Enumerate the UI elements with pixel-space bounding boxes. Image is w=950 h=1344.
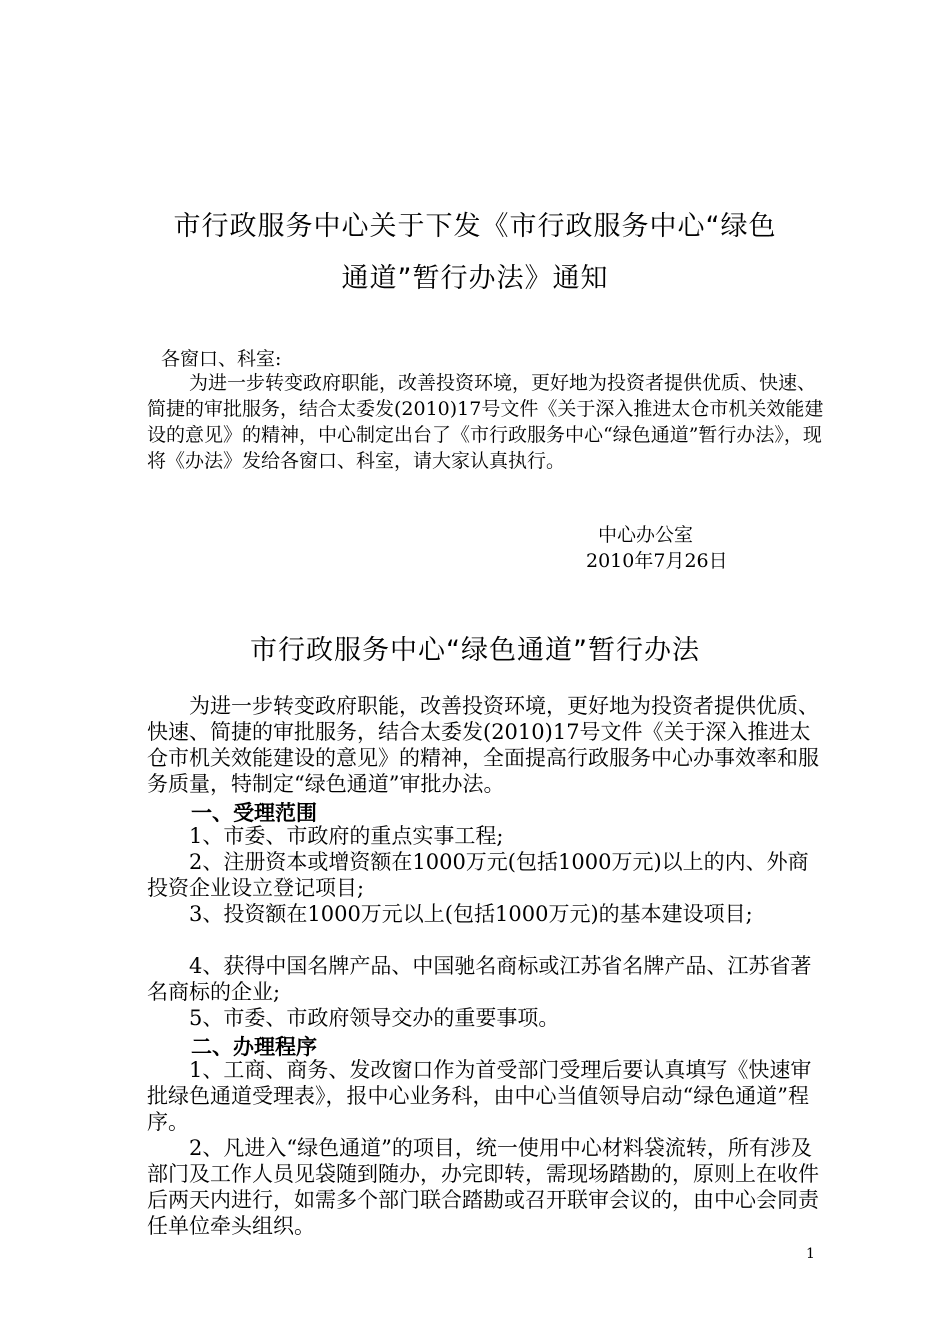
notice-body: 为进一步转变政府职能，改善投资环境，更好地为投资者提供优质、快速、简捷的审批服务，结合太委发(2010)17号文件《关于深入推进太仓市机关效能建设的意见》的精神，中心制定出台了《市行政服务中心“绿色通道”暂行办法》，现将《办法》发给各窗口、科室，请大家认真执行。 — [147, 372, 824, 472]
list-item: 5、市委、市政府领导交办的重要事项。 — [189, 1006, 560, 1030]
list-item: 4、获得中国名牌产品、中国驰名商标或江苏省名牌产品、江苏省著名商标的企业; — [147, 954, 812, 1004]
measures-title: 市行政服务中心“绿色通道”暂行办法 — [250, 635, 700, 666]
list-item: 1、工商、商务、发改窗口作为首受部门受理后要认真填写《快速审批绿色通道受理表》，报中心业务科，由中心当值领导启动“绿色通道”程序。 — [147, 1058, 812, 1134]
signature-org: 中心办公室 — [598, 524, 694, 546]
section-heading-procedure: 二、办理程序 — [191, 1035, 317, 1059]
measures-intro: 为进一步转变政府职能，改善投资环境，更好地为投资者提供优质、快速、简捷的审批服务，结合太委发(2010)17号文件《关于深入推进太仓市机关效能建设的意见》的精神，全面提高行政服务中心办事效率和服务质量，特制定“绿色通道”审批办法。 — [147, 694, 819, 796]
salutation: 各窗口、科室: — [161, 348, 282, 370]
section-heading-scope: 一、受理范围 — [191, 801, 317, 825]
list-item: 1、市委、市政府的重点实事工程; — [189, 824, 504, 848]
notice-title-line2: 通道”暂行办法》通知 — [341, 263, 609, 294]
page-number: 1 — [806, 1246, 815, 1262]
notice-title-line1: 市行政服务中心关于下发《市行政服务中心“绿色 — [173, 211, 777, 242]
list-item: 2、注册资本或增资额在1000万元(包括1000万元)以上的内、外商投资企业设立登记项目; — [147, 850, 809, 900]
list-item: 2、凡进入“绿色通道”的项目，统一使用中心材料袋流转，所有涉及部门及工作人员见袋随到随办，办完即转，需现场踏勘的，原则上在收件后两天内进行，如需多个部门联合踏勘或召开联审会议的，由中心会同责任单位牵头组织。 — [147, 1136, 819, 1238]
signature-date: 2010年7月26日 — [586, 550, 728, 572]
list-item: 3、投资额在1000万元以上(包括1000万元)的基本建设项目; — [189, 902, 753, 926]
